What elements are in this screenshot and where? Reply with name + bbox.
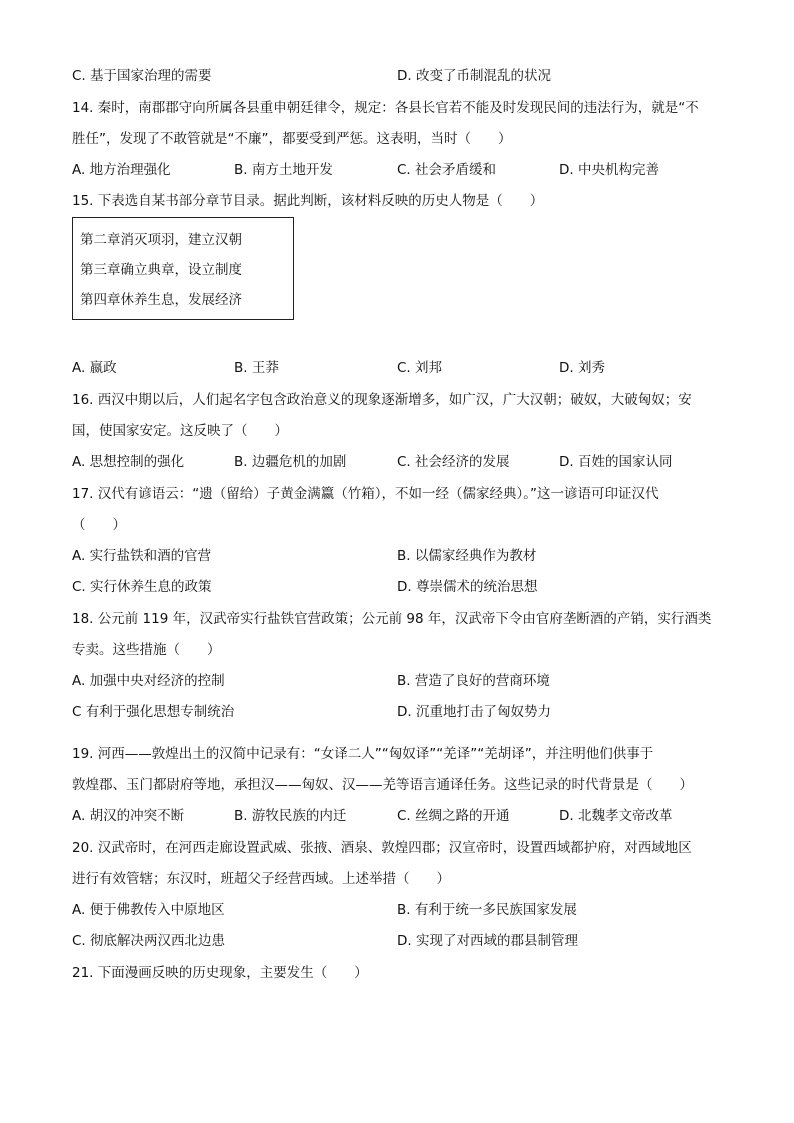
q16-option-a: A. 思想控制的强化 (72, 454, 185, 470)
q14-stem-line1: 14. 秦时，南郡郡守向所属各县重申朝廷律令，规定：各县长官若不能及时发现民间的违法行为，就是“不 (72, 100, 699, 116)
q17-option-b: B. 以儒家经典作为教材 (397, 548, 537, 564)
q19-option-d: D. 北魏孝文帝改革 (559, 808, 673, 824)
q14-stem-line2: 胜任”，发现了不敢管就是“不廉”，都要受到严惩。这表明，当时（ ） (72, 131, 512, 147)
q19-option-a: A. 胡汉的冲突不断 (72, 808, 185, 824)
q14-option-d: D. 中央机构完善 (559, 162, 659, 178)
q19-option-c: C. 丝绸之路的开通 (397, 808, 510, 824)
q19-option-b: B. 游牧民族的内迁 (234, 808, 347, 824)
q18-option-d: D. 沉重地打击了匈奴势力 (397, 704, 551, 720)
q20-option-b: B. 有利于统一多民族国家发展 (397, 902, 577, 918)
q15-option-b: B. 王莽 (234, 360, 279, 376)
q15-option-d: D. 刘秀 (559, 360, 605, 376)
q17-option-d: D. 尊崇儒术的统治思想 (397, 579, 538, 595)
q17-stem-line2: （ ） (72, 517, 126, 533)
q14-option-b: B. 南方土地开发 (234, 162, 333, 178)
q16-option-c: C. 社会经济的发展 (397, 454, 510, 470)
q16-stem-line1: 16. 西汉中期以后，人们起名字包含政治意义的现象逐渐增多，如广汉，广大汉朝；破奴，大破匈奴；安 (72, 392, 692, 408)
q20-option-d: D. 实现了对西域的郡县制管理 (397, 933, 578, 949)
q20-option-c: C. 彻底解决两汉西北边患 (72, 933, 226, 949)
q17-option-a: A. 实行盐铁和酒的官营 (72, 548, 212, 564)
q17-option-c: C. 实行休养生息的政策 (72, 579, 212, 595)
q15-stem-line1: 15. 下表选自某书部分章节目录。据此判断，该材料反映的历史人物是（ ） (72, 193, 544, 209)
q15-option-c: C. 刘邦 (397, 360, 443, 376)
q19-stem-line1: 19. 河西——敦煌出土的汉简中记录有：“女译二人”“匈奴译”“羌译”“羌胡译”，并注明他们供事于 (72, 746, 654, 762)
q18-option-c: C 有利于强化思想专制统治 (72, 704, 235, 720)
q21-stem-line1: 21. 下面漫画反映的历史现象，主要发生（ ） (72, 965, 368, 981)
q15-table-box (72, 217, 294, 320)
q15-table-row: 第三章确立典章，设立制度 (80, 262, 242, 278)
q13-option-d: D. 改变了币制混乱的状况 (397, 68, 551, 84)
q16-option-b: B. 边疆危机的加剧 (234, 454, 347, 470)
q14-option-c: C. 社会矛盾缓和 (397, 162, 497, 178)
q18-stem-line2: 专卖。这些措施（ ） (72, 642, 221, 658)
q14-option-a: A. 地方治理强化 (72, 162, 171, 178)
q20-stem-line2: 进行有效管辖；东汉时，班超父子经营西域。上述举措（ ） (72, 871, 450, 887)
q16-stem-line2: 国，使国家安定。这反映了（ ） (72, 423, 288, 439)
q20-stem-line1: 20. 汉武帝时，在河西走廊设置武威、张掖、酒泉、敦煌四郡；汉宣帝时，设置西域都护府，对西域地区 (72, 840, 692, 856)
q15-option-a: A. 嬴政 (72, 360, 117, 376)
q19-stem-line2: 敦煌郡、玉门都尉府等地，承担汉——匈奴、汉——羌等语言通译任务。这些记录的时代背景是（ ） (72, 777, 693, 793)
q18-option-a: A. 加强中央对经济的控制 (72, 673, 225, 689)
q17-stem-line1: 17. 汉代有谚语云：“遗（留给）子黄金满籝（竹箱），不如一经（儒家经典）。”这一谚语可印证汉代 (72, 486, 659, 502)
q16-option-d: D. 百姓的国家认同 (559, 454, 673, 470)
q18-stem-line1: 18. 公元前 119 年，汉武帝实行盐铁官营政策；公元前 98 年，汉武帝下令由官府垄断酒的产销，实行酒类 (72, 611, 712, 627)
q15-table-row: 第二章消灭项羽，建立汉朝 (80, 232, 242, 248)
q20-option-a: A. 便于佛教传入中原地区 (72, 902, 225, 918)
q15-table-row: 第四章休养生息，发展经济 (80, 292, 242, 308)
q13-option-c: C. 基于国家治理的需要 (72, 68, 212, 84)
q18-option-b: B. 营造了良好的营商环境 (397, 673, 550, 689)
